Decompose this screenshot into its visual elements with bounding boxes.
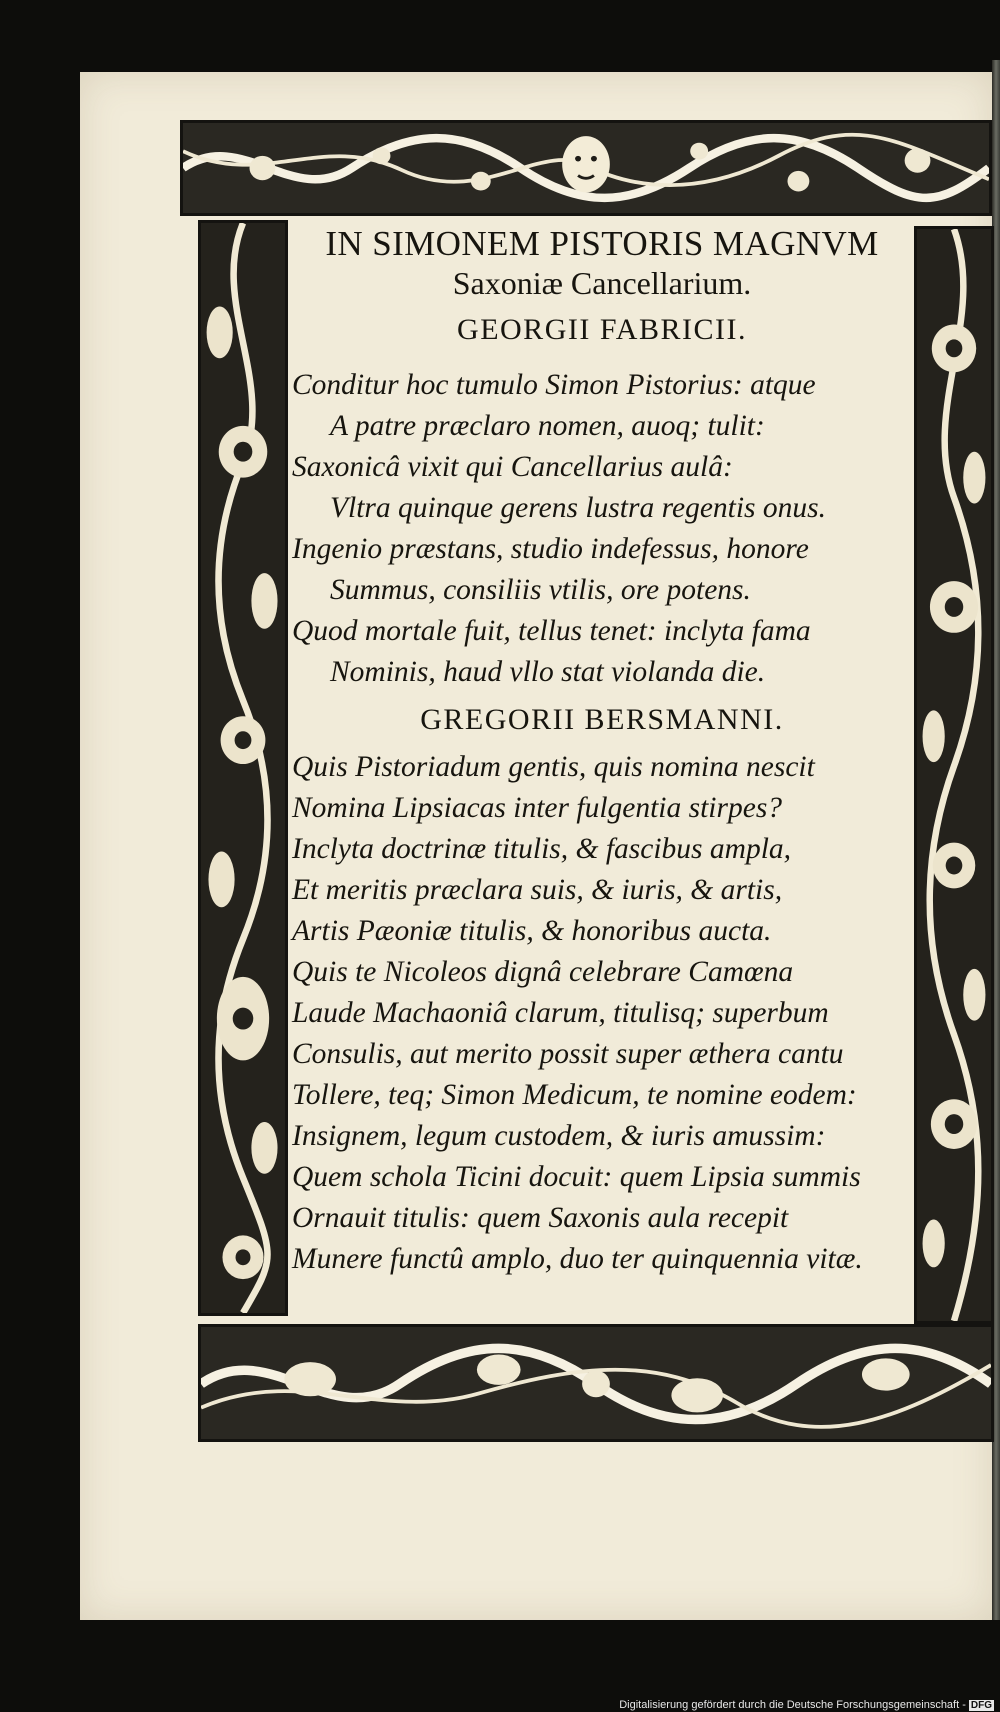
verse-line: Ornauit titulis: quem Saxonis aula recepit (292, 1201, 789, 1234)
poem (292, 365, 912, 693)
right-floral-border-icon (914, 226, 994, 1324)
verse-line: Inclyta doctrinæ titulis, & fascibus ampla, (292, 832, 792, 865)
top-ornament-icon (180, 120, 992, 216)
left-floral-border-icon (198, 220, 288, 1316)
verse-line: Tollere, teq; Simon Medicum, te nomine eodem: (292, 1078, 857, 1111)
poem (292, 747, 912, 1280)
verse-line: Et meritis præclara suis, & iuris, & artis, (292, 873, 783, 906)
poem-author: GEORGII FABRICII. (457, 312, 747, 346)
verse-line: Quis Pistoriadum gentis, quis nomina nescit (292, 750, 815, 783)
verse-line: Saxonicâ vixit qui Cancellarius aulâ: (292, 450, 733, 483)
verse-line: Laude Machaoniâ clarum, titulisq; superbum (292, 996, 829, 1029)
verse-line: Conditur hoc tumulo Simon Pistorius: atque (292, 368, 816, 401)
bottom-ornament-icon (198, 1324, 994, 1442)
text-block (292, 226, 912, 1321)
dfg-logo: DFG (970, 1700, 992, 1711)
verse-line: Summus, consiliis vtilis, ore potens. (330, 573, 751, 606)
credit-text: Digitalisierung gefördert durch die Deutsche Forschungsgemeinschaft - (619, 1699, 966, 1711)
verse-line: Quem schola Ticini docuit: quem Lipsia summis (292, 1160, 861, 1193)
verse-line: Insignem, legum custodem, & iuris amussim: (292, 1119, 826, 1152)
verse-line: A patre præclaro nomen, auoq; tulit: (330, 409, 765, 442)
verse-line: Nominis, haud vllo stat violanda die. (330, 655, 766, 688)
verse-line: Consulis, aut merito possit super æthera cantu (292, 1037, 844, 1070)
verse-line: Quod mortale fuit, tellus tenet: inclyta fama (292, 614, 811, 647)
verse-line: Artis Pæoniæ titulis, & honoribus aucta. (292, 914, 772, 947)
poem-author: GREGORII BERSMANNI. (420, 702, 784, 736)
verse-line: Quis te Nicoleos dignâ celebrare Camœna (292, 955, 794, 988)
verse-line: Munere functû amplo, duo ter quinquennia vitæ. (292, 1242, 863, 1275)
verse-line: Vltra quinque gerens lustra regentis onus. (330, 491, 827, 524)
digitization-credit (619, 1699, 994, 1711)
page-title: IN SIMONEM PISTORIS MAGNVM (325, 224, 879, 263)
page-subtitle: Saxoniæ Cancellarium. (452, 264, 752, 301)
verse-line: Nomina Lipsiacas inter fulgentia stirpes? (292, 791, 783, 824)
verse-line: Ingenio præstans, studio indefessus, honore (292, 532, 809, 565)
